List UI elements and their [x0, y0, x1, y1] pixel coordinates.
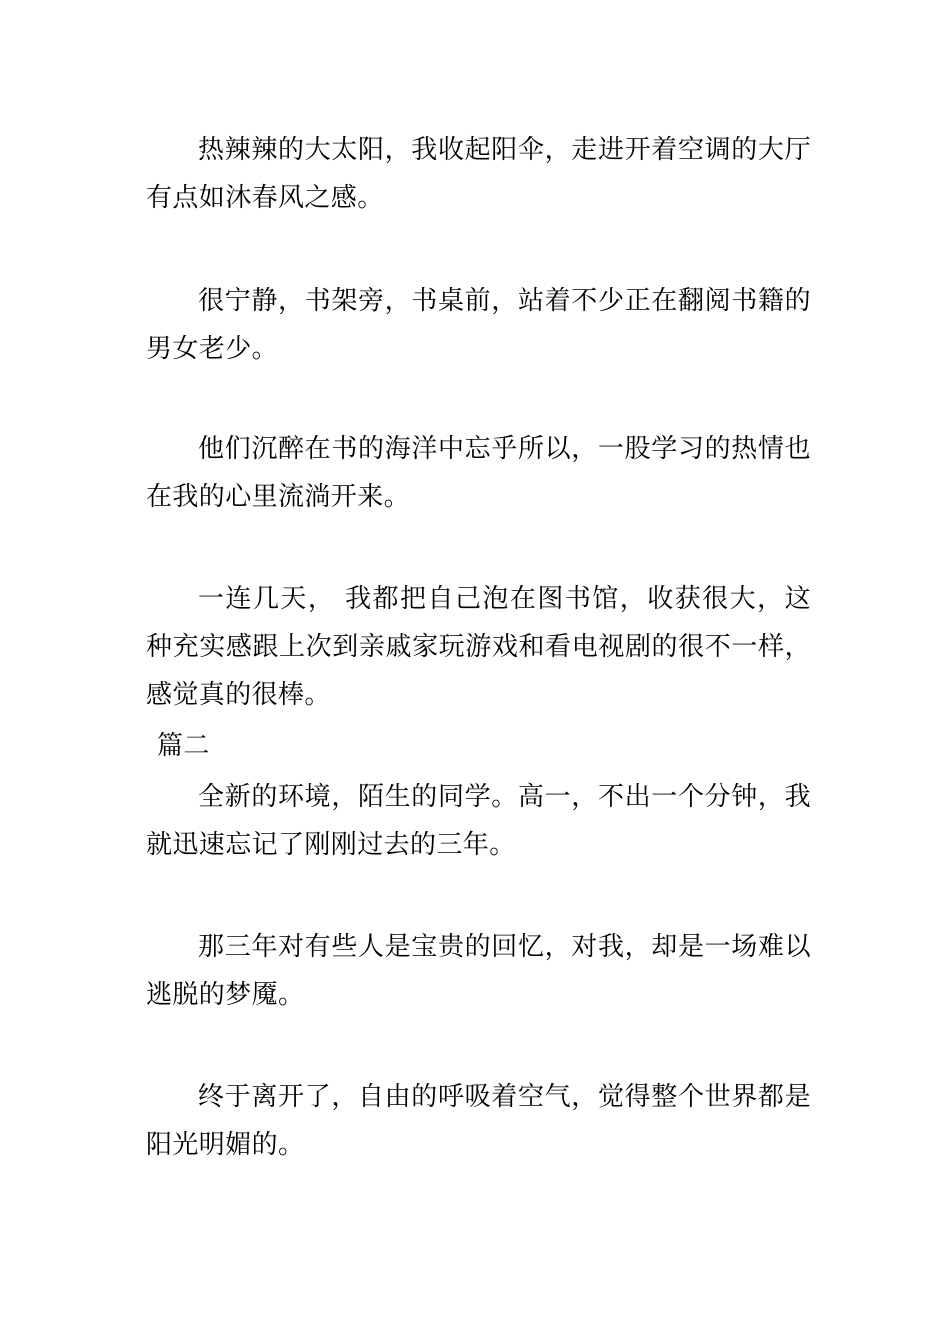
paragraph: 很宁静，书架旁，书桌前，站着不少正在翻阅书籍的男女老少。	[146, 286, 811, 364]
paragraph: 热辣辣的大太阳，我收起阳伞，走进开着空调的大厅有点如沐春风之感。	[146, 135, 811, 213]
paragraph: 终于离开了，自由的呼吸着空气，觉得整个世界都是阳光明媚的。	[146, 1082, 811, 1160]
paragraph: 全新的环境，陌生的同学。高一，不出一个分钟，我就迅速忘记了刚刚过去的三年。	[146, 782, 811, 860]
paragraph: 他们沉醉在书的海洋中忘乎所以，一股学习的热情也在我的心里流淌开来。	[146, 434, 811, 512]
paragraph: 那三年对有些人是宝贵的回忆，对我，却是一场难以逃脱的梦魇。	[146, 932, 811, 1010]
paragraph: 一连几天， 我都把自己泡在图书馆，收获很大，这种充实感跟上次到亲戚家玩游戏和看电视剧的很不一样，感觉真的很棒。	[146, 584, 811, 710]
section-heading: 篇二	[157, 731, 210, 761]
